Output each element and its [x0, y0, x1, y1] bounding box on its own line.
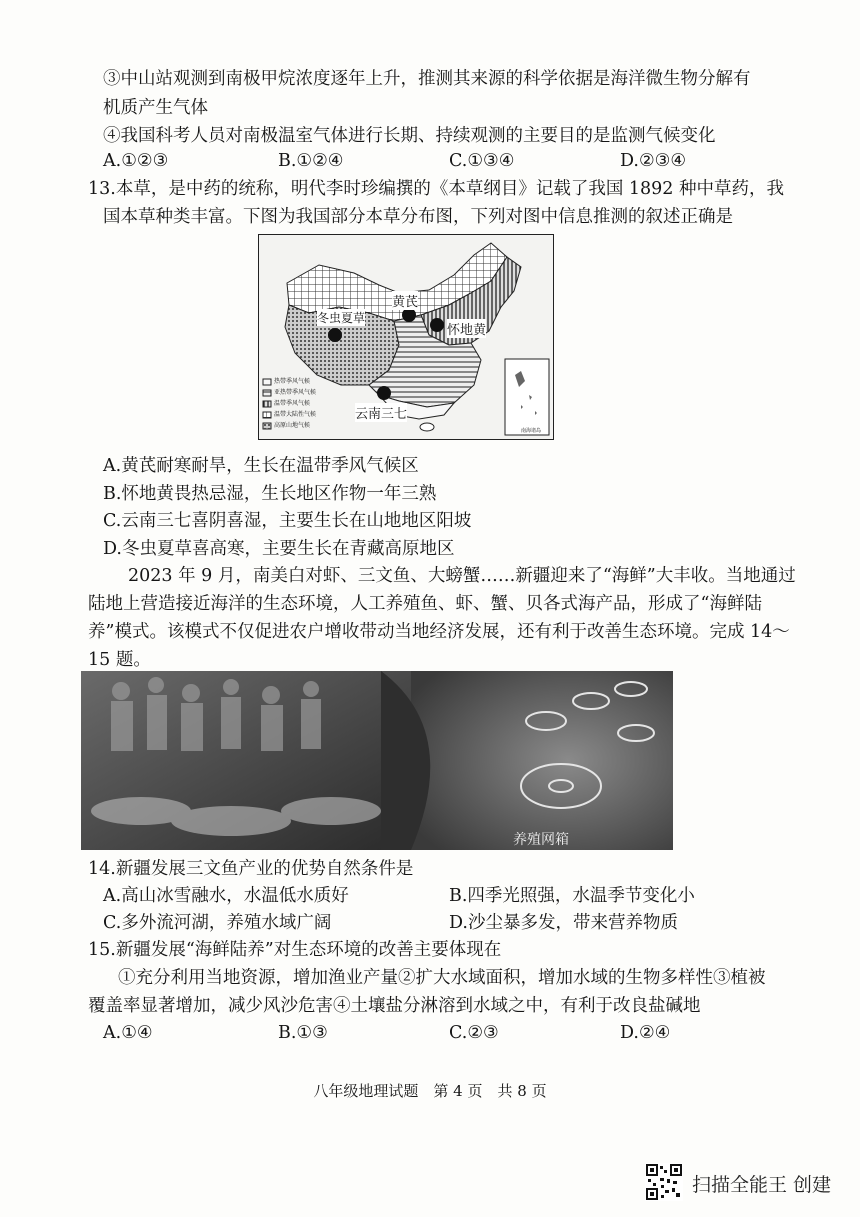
label-huangqi: 黄芪: [392, 291, 418, 310]
chongcao-point: [328, 328, 342, 342]
label-chongcao: 冬虫夏草: [317, 311, 366, 325]
label-sanqi: 云南三七: [355, 403, 407, 422]
passage-line3: 养”模式。该模式不仅促进农户增收带动当地经济发展，还有利于改善生态环境。完成 14～: [88, 622, 790, 642]
q14-option-a: A.高山冰雪融水，水温低水质好: [103, 886, 349, 906]
q12-option-c: C.①③④: [449, 151, 515, 171]
passage-line1: 2023 年 9 月，南美白对虾、三文鱼、大螃蟹……新疆迎来了“海鲜”大丰收。当地通过: [128, 566, 796, 586]
inset-label: 南海诸岛: [521, 428, 542, 434]
q15-body-line1: ①充分利用当地资源，增加渔业产量②扩大水域面积，增加水域的生物多样性③植被: [118, 968, 766, 988]
q12-option-a: A.①②③: [103, 151, 169, 171]
fish-farming-photo: [81, 671, 673, 850]
q15-option-b: B.①③: [278, 1023, 328, 1043]
huaidihuang-point: [430, 318, 444, 332]
q14-option-d: D.沙尘暴多发，带来营养物质: [449, 913, 678, 933]
legend-plateau: 高原山地气候: [274, 422, 311, 429]
passage-line2: 陆地上营造接近海洋的生态环境，人工养殖鱼、虾、蟹、贝各式海产品，形成了“海鲜陆: [88, 594, 762, 614]
q12-item4: ④我国科考人员对南极温室气体进行长期、持续观测的主要目的是监测气候变化: [103, 126, 716, 146]
q13-option-c: C.云南三七喜阴喜湿，主要生长在山地地区阳坡: [103, 511, 472, 531]
q15-body-line2: 覆盖率显著增加，减少风沙危害④土壤盐分淋溶到水域之中，有利于改良盐碱地: [88, 996, 701, 1016]
label-huaidihuang: 怀地黄: [447, 319, 486, 338]
q14-stem: 14.新疆发展三文鱼产业的优势自然条件是: [88, 859, 414, 879]
page-footer: 八年级地理试题 第 4 页 共 8 页: [313, 1082, 547, 1100]
q15-stem: 15.新疆发展“海鲜陆养”对生态环境的改善主要体现在: [88, 940, 502, 960]
photo-caption: 养殖网箱: [513, 832, 569, 848]
q14-option-c: C.多外流河湖，养殖水域广阔: [103, 913, 332, 933]
herb-distribution-map: [258, 234, 554, 440]
q14-option-b: B.四季光照强，水温季节变化小: [449, 886, 695, 906]
legend-temperate-monsoon: 温带季风气候: [274, 400, 311, 407]
legend-subtropical: 亚热带季风气候: [274, 389, 317, 396]
passage-line4: 15 题。: [88, 650, 151, 670]
q15-option-c: C.②③: [449, 1023, 499, 1043]
q12-item3-line2: 机质产生气体: [103, 98, 208, 118]
q13-stem-line2: 国本草种类丰富。下图为我国部分本草分布图，下列对图中信息推测的叙述正确是: [103, 207, 733, 227]
scanner-watermark: 扫描全能王 创建: [692, 1174, 832, 1196]
q15-option-d: D.②④: [620, 1023, 671, 1043]
q15-option-a: A.①④: [103, 1023, 153, 1043]
legend-tropical: 热带季风气候: [274, 378, 311, 385]
qr-code-icon: [645, 1163, 683, 1201]
q13-option-a: A.黄芪耐寒耐旱，生长在温带季风气候区: [103, 456, 419, 476]
q13-stem-line1: 13.本草，是中药的统称，明代李时珍编撰的《本草纲目》记载了我国 1892 种中草药，我: [88, 179, 784, 199]
q13-option-b: B.怀地黄畏热忌湿，生长地区作物一年三熟: [103, 484, 437, 504]
huangqi-point: [402, 308, 416, 322]
q13-option-d: D.冬虫夏草喜高寒，主要生长在青藏高原地区: [103, 539, 455, 559]
legend-temperate-continental: 温带大陆性气候: [274, 411, 317, 418]
q12-option-b: B.①②④: [278, 151, 344, 171]
q12-item3-line1: ③中山站观测到南极甲烷浓度逐年上升，推测其来源的科学依据是海洋微生物分解有: [103, 69, 751, 89]
sanqi-point: [377, 386, 391, 400]
q12-option-d: D.②③④: [620, 151, 687, 171]
